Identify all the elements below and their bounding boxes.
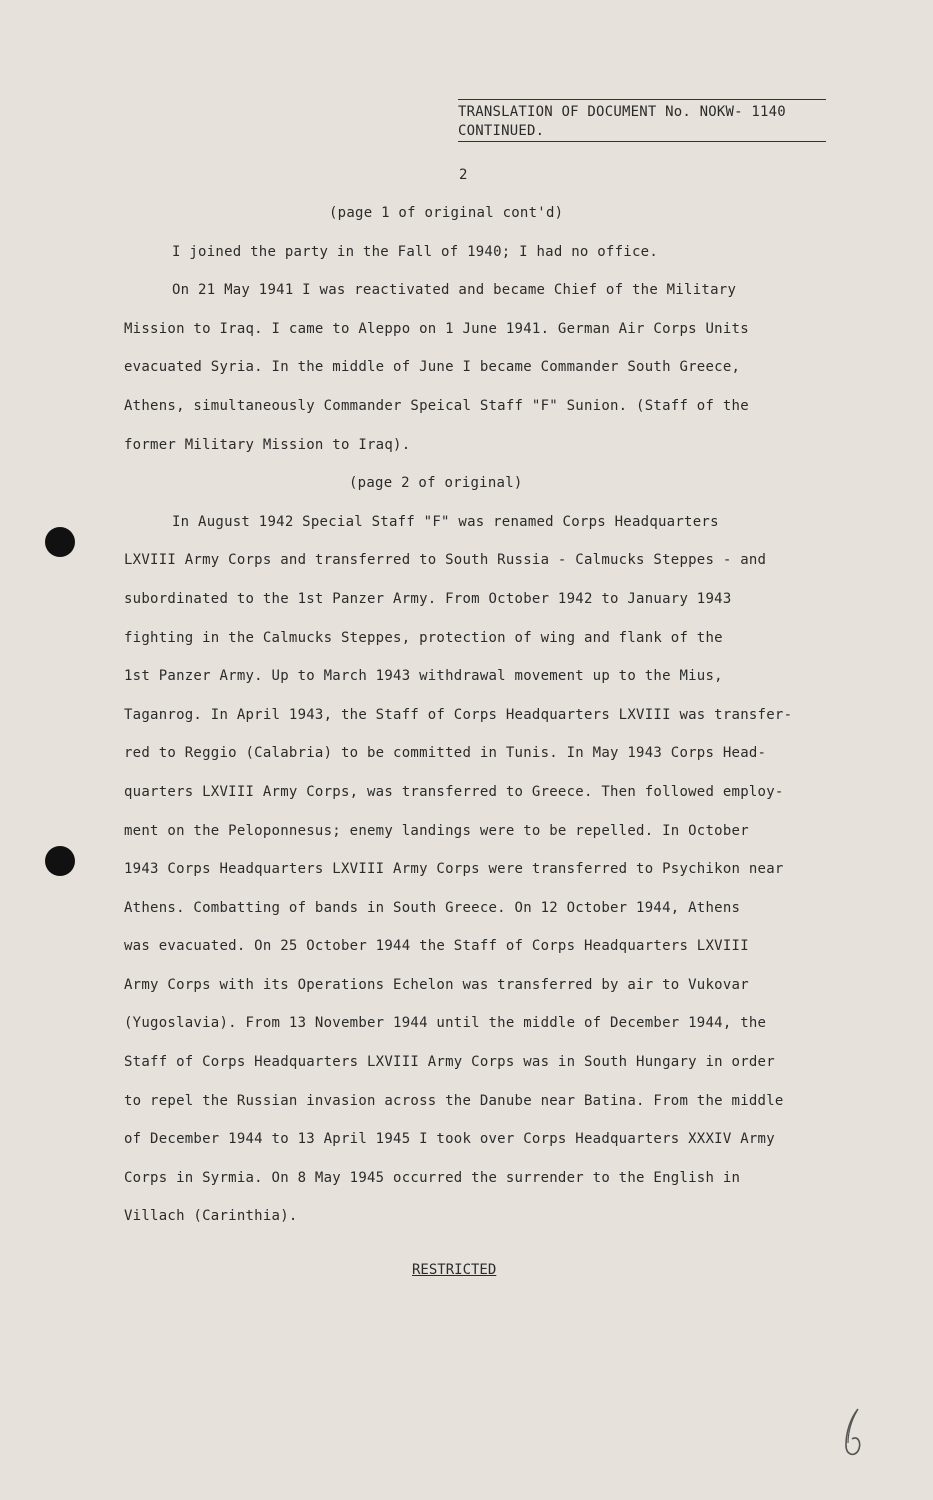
text-line: Athens. Combatting of bands in South Greece. On 12 October 1944, Athens [124,899,741,916]
header-title: TRANSLATION OF DOCUMENT No. NOKW- 1140 [458,104,786,120]
text-line: Corps in Syrmia. On 8 May 1945 occurred the surrender to the English in [124,1169,741,1186]
text-line: ment on the Peloponnesus; enemy landings were to be repelled. In October [124,822,749,839]
text-line: Villach (Carinthia). [124,1208,298,1225]
header-rule [458,99,826,100]
punch-hole [45,846,75,876]
text-line: Mission to Iraq. I came to Aleppo on 1 June 1941. German Air Corps Units [124,320,749,337]
text-line: subordinated to the 1st Panzer Army. From October 1942 to January 1943 [124,590,732,607]
page-number: 2 [459,167,468,183]
text-line: 1943 Corps Headquarters LXVIII Army Corps were transferred to Psychikon near [124,861,784,878]
text-line: 1st Panzer Army. Up to March 1943 withdrawal movement up to the Mius, [124,668,723,685]
text-line: Taganrog. In April 1943, the Staff of Corps Headquarters LXVIII was transfer- [124,706,793,723]
page-note: (page 1 of original cont'd) [329,205,564,221]
text-line: of December 1944 to 13 April 1945 I took over Corps Headquarters XXXIV Army [124,1131,775,1148]
text-line: Staff of Corps Headquarters LXVIII Army Corps was in South Hungary in order [124,1054,775,1071]
text-line: quarters LXVIII Army Corps, was transferred to Greece. Then followed employ- [124,783,784,800]
text-line: evacuated Syria. In the middle of June I became Commander South Greece, [124,359,741,376]
text-line: In August 1942 Special Staff "F" was renamed Corps Headquarters [172,513,719,530]
text-line: was evacuated. On 25 October 1944 the Staff of Corps Headquarters LXVIII [124,938,749,955]
page-note: (page 2 of original) [349,475,523,492]
header-continued: CONTINUED. [458,122,826,142]
text-line: Athens, simultaneously Commander Speical Staff "F" Sunion. (Staff of the [124,397,749,414]
text-line: red to Reggio (Calabria) to be committed in Tunis. In May 1943 Corps Head- [124,745,767,762]
text-line: fighting in the Calmucks Steppes, protection of wing and flank of the [124,629,723,646]
handwritten-mark [840,1405,870,1460]
text-line: to repel the Russian invasion across the Danube near Batina. From the middle [124,1092,784,1109]
text-line: former Military Mission to Iraq). [124,436,411,453]
text-line: I joined the party in the Fall of 1940; I had no office. [172,243,659,260]
punch-hole [45,527,75,557]
text-line: Army Corps with its Operations Echelon was transferred by air to Vukovar [124,976,749,993]
text-line: (Yugoslavia). From 13 November 1944 until the middle of December 1944, the [124,1015,767,1032]
text-line: LXVIII Army Corps and transferred to South Russia - Calmucks Steppes - and [124,552,767,569]
text-line: On 21 May 1941 I was reactivated and became Chief of the Military [172,282,737,299]
document-body [124,200,866,1242]
classification-marking: RESTRICTED [412,1262,497,1278]
translation-header [458,99,828,142]
